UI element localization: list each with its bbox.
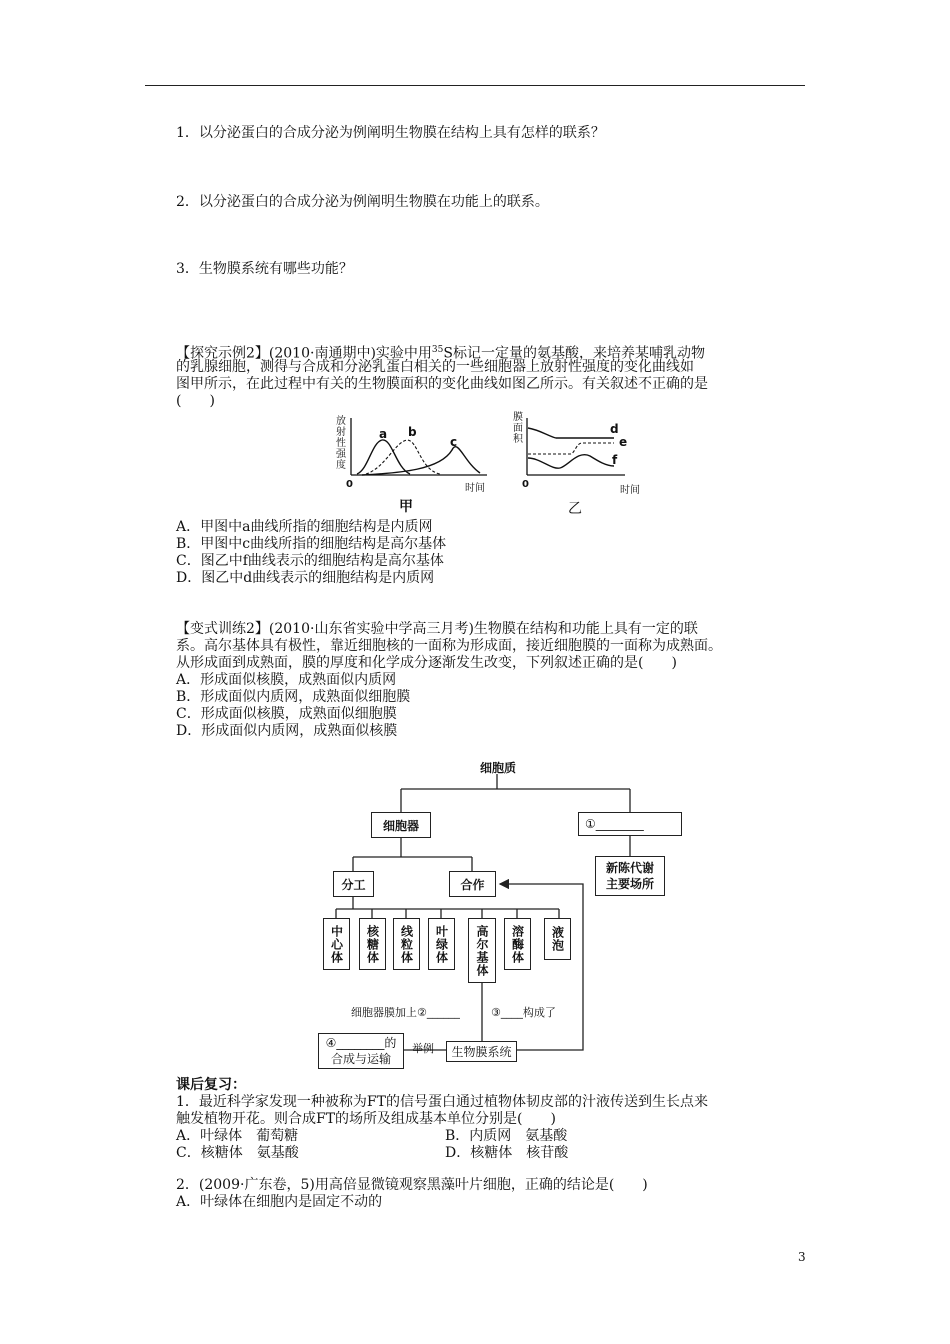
question-2: 2．以分泌蛋白的合成分泌为例阐明生物膜在功能上的联系。 (176, 194, 549, 210)
fig-yi-ylabel: 膜 面 积 (513, 412, 523, 445)
review-q1-option-c: C．核糖体 氨基酸 (176, 1145, 299, 1161)
example2-option-b: B．甲图中c曲线所指的细胞结构是高尔基体 (176, 536, 447, 552)
review-q2-option-a: A．叶绿体在细胞内是固定不动的 (176, 1194, 383, 1210)
diagram-label-3: ③____构成了 (491, 1006, 556, 1019)
diagram-example-label: 举例 (412, 1042, 434, 1055)
variant2-option-d: D．形成面似内质网，成熟面似核膜 (176, 723, 398, 739)
review-q2-line1: 2．(2009·广东卷，5)用高倍显微镜观察黑藻叶片细胞，正确的结论是( ) (176, 1177, 648, 1193)
diagram-organelle-golgi: 高尔基体 (468, 918, 496, 983)
fig-yi-label-f: f (612, 453, 618, 467)
fig-jia-ylabel: 放 射 性 强 度 (336, 416, 346, 471)
review-q1-option-b: B．内质网 氨基酸 (445, 1128, 568, 1144)
fig-jia-label-c: c (450, 435, 458, 449)
diagram-organelle-chloroplast: 叶绿体 (428, 918, 455, 970)
question-1: 1．以分泌蛋白的合成分泌为例阐明生物膜在结构上具有怎样的联系？ (176, 125, 605, 141)
fig-jia-origin: 0 (346, 479, 353, 490)
example2-line2: 的乳腺细胞，测得与合成和分泌乳蛋白相关的一些细胞器上放射性强度的变化曲线如 (176, 359, 694, 375)
variant2-line1: 【变式训练2】(2010·山东省实验中学高三月考)生物膜在结构和功能上具有一定的联 (176, 621, 698, 637)
diagram-organelle-vacuole: 液泡 (544, 918, 571, 960)
diagram-organelle-ribosome: 核糖体 (359, 918, 386, 970)
diagram-blank4-box: ④________的 合成与运输 (318, 1033, 404, 1069)
review-heading: 课后复习： (176, 1077, 246, 1093)
variant2-line2: 系。高尔基体具有极性，靠近细胞核的一面称为形成面，接近细胞膜的一面称为成熟面。 (176, 638, 722, 654)
diagram-label-2: 细胞器膜加上②______ (351, 1006, 460, 1019)
diagram-metabolism-box: 新陈代谢 主要场所 (595, 856, 665, 896)
review-q1-option-a: A．叶绿体 葡萄糖 (176, 1128, 299, 1144)
review-q1-line1: 1．最近科学家发现一种被称为FT的信号蛋白通过植物体韧皮部的汁液传送到生长点来 (176, 1094, 708, 1110)
fig-yi-xlabel: 时间 (620, 485, 640, 496)
fig-jia-label-b: b (408, 425, 417, 439)
fig-yi-origin: 0 (522, 479, 529, 490)
diagram-organelle-box: 细胞器 (371, 812, 431, 838)
example2-line1: 【探究示例2】(2010·南通期中)实验中用$^{35}$S标记一定量的氨基酸，来培养某哺乳动物 (176, 345, 705, 362)
fig-yi-caption: 乙 (568, 501, 582, 517)
example2-option-d: D．图乙中d曲线表示的细胞结构是内质网 (176, 570, 435, 586)
example2-option-a: A．甲图中a曲线所指的细胞结构是内质网 (176, 519, 433, 535)
variant2-option-c: C．形成面似核膜，成熟面似细胞膜 (176, 706, 397, 722)
diagram-membrane-system-box: 生物膜系统 (446, 1041, 517, 1062)
fig-yi-label-e: e (619, 435, 628, 449)
diagram-cooperation-box: 合作 (449, 871, 496, 897)
diagram-division-box: 分工 (333, 871, 374, 897)
diagram-organelle-lysosome: 溶酶体 (504, 918, 531, 970)
question-3: 3．生物膜系统有哪些功能？ (176, 261, 353, 277)
page-number: 3 (798, 1250, 806, 1264)
diagram-organelle-centrosome: 中心体 (323, 918, 350, 970)
fig-yi-label-d: d (610, 422, 619, 436)
diagram-root: 细胞质 (480, 761, 517, 775)
variant2-line3: 从形成面到成熟面，膜的厚度和化学成分逐渐发生改变，下列叙述正确的是( ) (176, 655, 677, 671)
diagram-blank1-box: ①________ (578, 812, 682, 836)
review-q1-line2: 触发植物开花。则合成FT的场所及组成基本单位分别是( ) (176, 1111, 556, 1127)
fig-jia-label-a: a (379, 427, 388, 441)
fig-jia-xlabel: 时间 (465, 483, 485, 494)
variant2-option-a: A．形成面似核膜，成熟面似内质网 (176, 672, 397, 688)
example2-option-c: C．图乙中f曲线表示的细胞结构是高尔基体 (176, 553, 444, 569)
example2-line4: ( ) (176, 393, 215, 409)
diagram-organelle-mitochondrion: 线粒体 (393, 918, 420, 970)
example2-line3: 图甲所示，在此过程中有关的生物膜面积的变化曲线如图乙所示。有关叙述不正确的是 (176, 376, 708, 392)
fig-jia-caption: 甲 (399, 499, 413, 515)
review-q1-option-d: D．核糖体 核苷酸 (445, 1145, 569, 1161)
variant2-option-b: B．形成面似内质网，成熟面似细胞膜 (176, 689, 411, 705)
